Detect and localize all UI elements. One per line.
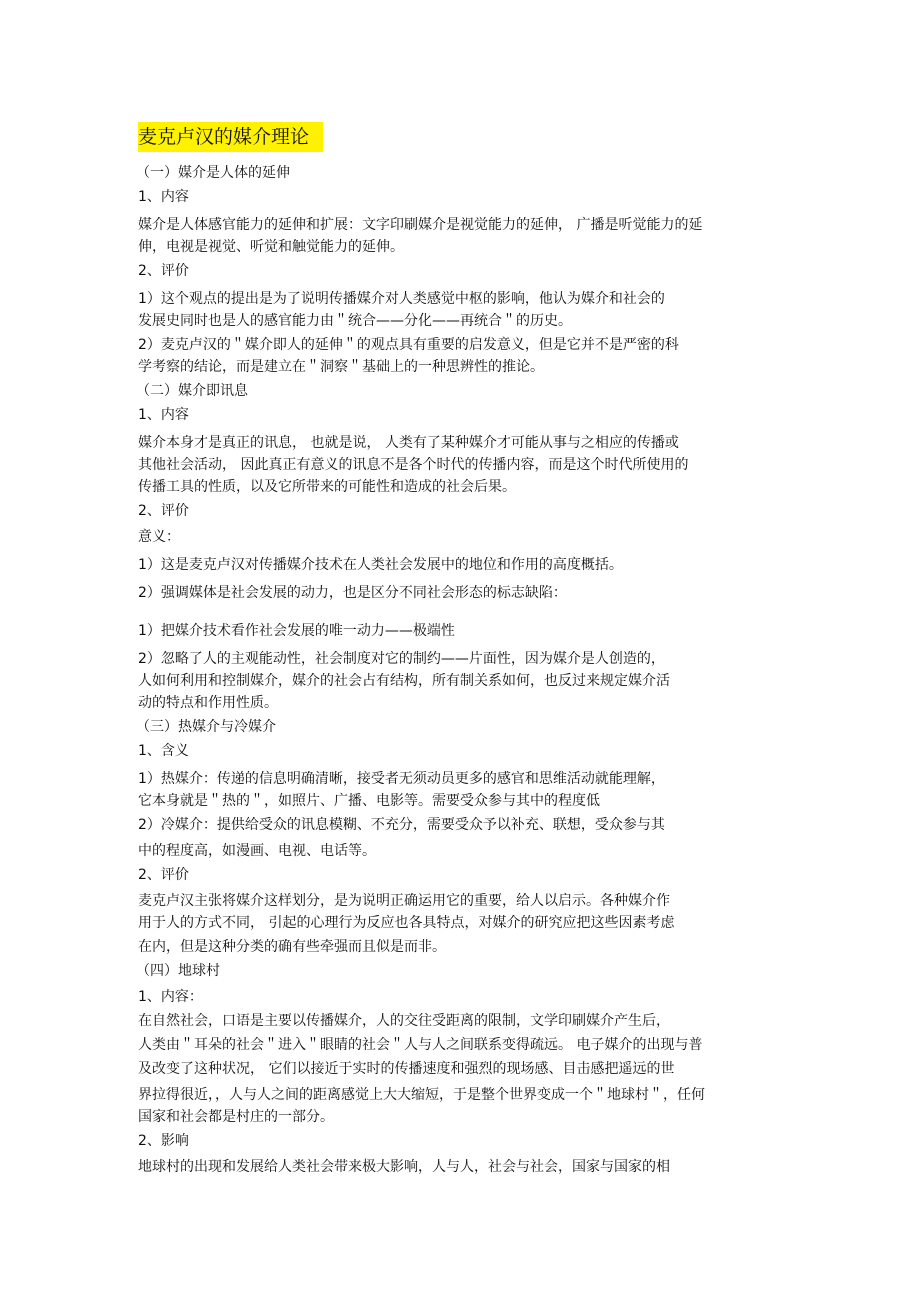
subheading: 1、内容：	[138, 989, 203, 1005]
subheading: 1、内容	[138, 189, 189, 205]
document-title: 麦克卢汉的媒介理论	[138, 122, 323, 152]
paragraph-line: 用于人的方式不同， 引起的心理行为反应也各具特点，对媒介的研究应把这些因素考虑	[138, 915, 675, 931]
paragraph-line: 地球村的出现和发展给人类社会带来极大影响，人与人，社会与社会，国家与国家的相	[138, 1159, 670, 1175]
paragraph-line: 2）麦克卢汉的＂媒介即人的延伸＂的观点具有重要的启发意义，但是它并不是严密的科	[138, 337, 679, 353]
paragraph-line: 中的程度高，如漫画、电视、电话等。	[138, 843, 376, 859]
paragraph-line: 媒介本身才是真正的讯息， 也就是说， 人类有了某种媒介才可能从事与之相应的传播或	[138, 435, 679, 451]
subheading: 1、内容	[138, 407, 189, 423]
section-heading: （三）热媒介与冷媒介	[136, 719, 276, 735]
paragraph-line: 人类由＂耳朵的社会＂进入＂眼睛的社会＂人与人之间联系变得疏远。 电子媒介的出现与普	[138, 1037, 703, 1053]
paragraph-line: 2）冷媒介：提供给受众的讯息模糊、不充分，需要受众予以补充、联想，受众参与其	[138, 817, 665, 833]
paragraph-line: 1）这个观点的提出是为了说明传播媒介对人类感觉中枢的影响，他认为媒介和社会的	[138, 291, 665, 307]
paragraph-line: 人如何利用和控制媒介，媒介的社会占有结构，所有制关系如何，也反过来规定媒介活	[138, 673, 670, 689]
paragraph-line: 传播工具的性质，以及它所带来的可能性和造成的社会后果。	[138, 479, 516, 495]
paragraph-line: 2）强调媒体是社会发展的动力，也是区分不同社会形态的标志缺陷：	[138, 585, 567, 601]
paragraph-line: 国家和社会都是村庄的一部分。	[138, 1109, 334, 1125]
paragraph-line: 界拉得很近，，人与人之间的距离感觉上大大缩短，于是整个世界变成一个＂地球村＂，任何	[138, 1087, 705, 1103]
paragraph-line: 媒介是人体感官能力的延伸和扩展：文字印刷媒介是视觉能力的延伸， 广播是听觉能力的延	[138, 217, 703, 233]
paragraph-line: 1）热媒介：传递的信息明确清晰，接受者无须动员更多的感官和思维活动就能理解，	[138, 771, 665, 787]
paragraph-line: 伸，电视是视觉、听觉和触觉能力的延伸。	[138, 239, 404, 255]
paragraph-line: 及改变了这种状况， 它们以接近于实时的传播速度和强烈的现场感、目击感把遥远的世	[138, 1061, 675, 1077]
paragraph-line: 动的特点和作用性质。	[138, 695, 278, 711]
paragraph-line: 2）忽略了人的主观能动性，社会制度对它的制约——片面性，因为媒介是人创造的，	[138, 651, 665, 667]
paragraph-line: 在内，但是这种分类的确有些牵强而且似是而非。	[138, 939, 446, 955]
subheading: 2、评价	[138, 503, 189, 519]
paragraph-line: 在自然社会，口语是主要以传播媒介，人的交往受距离的限制，文学印刷媒介产生后，	[138, 1013, 670, 1029]
subheading: 1、含义	[138, 743, 189, 759]
subheading: 2、评价	[138, 263, 189, 279]
paragraph-line: 意义：	[138, 529, 180, 545]
paragraph-line: 发展史同时也是人的感官能力由＂统合——分化——再统合＂的历史。	[138, 313, 572, 329]
subheading: 2、影响	[138, 1133, 189, 1149]
section-heading: （二）媒介即讯息	[136, 383, 248, 399]
paragraph-line: 学考察的结论，而是建立在＂洞察＂基础上的一种思辨性的推论。	[138, 359, 544, 375]
paragraph-line: 1）这是麦克卢汉对传播媒介技术在人类社会发展中的地位和作用的高度概括。	[138, 557, 623, 573]
section-heading: （一）媒介是人体的延伸	[136, 165, 290, 181]
paragraph-line: 1）把媒介技术看作社会发展的唯一动力——极端性	[138, 623, 455, 639]
paragraph-line: 麦克卢汉主张将媒介这样划分，是为说明正确运用它的重要，给人以启示。各种媒介作	[138, 893, 670, 909]
paragraph-line: 其他社会活动， 因此真正有意义的讯息不是各个时代的传播内容，而是这个时代所使用的	[138, 457, 689, 473]
subheading: 2、评价	[138, 867, 189, 883]
section-heading: （四）地球村	[136, 963, 220, 979]
paragraph-line: 它本身就是＂热的＂，如照片、广播、电影等。需要受众参与其中的程度低	[138, 793, 600, 809]
